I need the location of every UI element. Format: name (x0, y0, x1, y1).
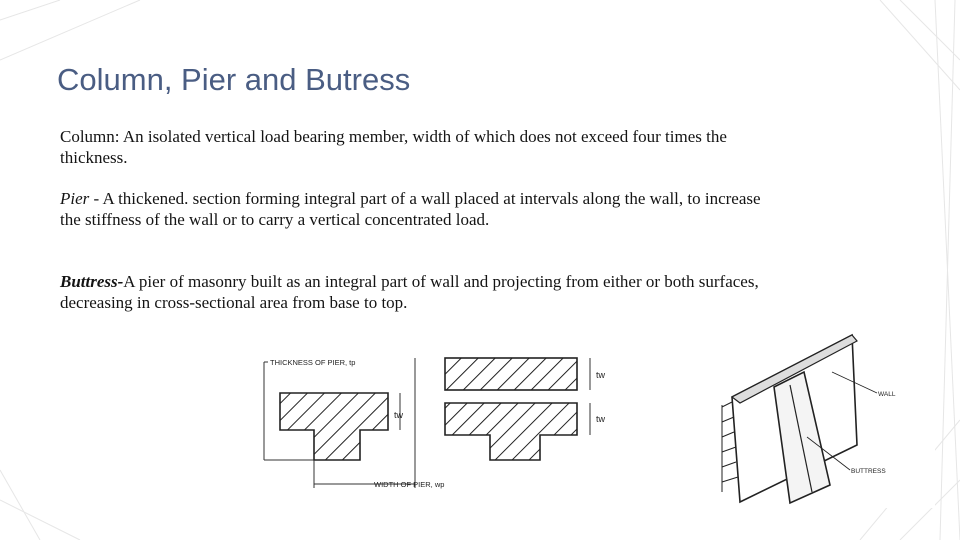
tw-label-left: tw (394, 410, 403, 420)
tw-label-top: tw (596, 370, 605, 380)
pier-text: A thickened. section forming integral part of a wall placed at intervals along the wall, to increase the stiffness of the wall or to carry a vertical concentrated load. (60, 189, 761, 229)
pier-definition (60, 188, 770, 230)
buttress-3d-figure (712, 327, 935, 508)
buttress-definition (60, 271, 770, 313)
pier-term: Pier - (60, 189, 100, 208)
buttress-term: Buttress- (60, 272, 124, 291)
column-definition: Column: An isolated vertical load bearing member, width of which does not exceed four times the thickness. (60, 127, 727, 167)
thickness-label: THICKNESS OF PIER, tp (270, 358, 356, 367)
pier-plan-figure (250, 348, 630, 500)
width-label: WIDTH OF PIER, wp (374, 480, 445, 489)
wall-label: WALL (878, 391, 896, 398)
buttress-label: BUTTRESS (851, 468, 886, 475)
right-wall-strip (445, 358, 577, 390)
buttress-text: A pier of masonry built as an integral part of wall and projecting from either or both surfaces, decreasing in cross-sectional area from base to top. (60, 272, 759, 312)
slide-title: Column, Pier and Butress (57, 62, 411, 97)
left-pier-section (280, 393, 388, 460)
right-pier-section (445, 403, 577, 460)
tw-label-bottom: tw (596, 414, 605, 424)
